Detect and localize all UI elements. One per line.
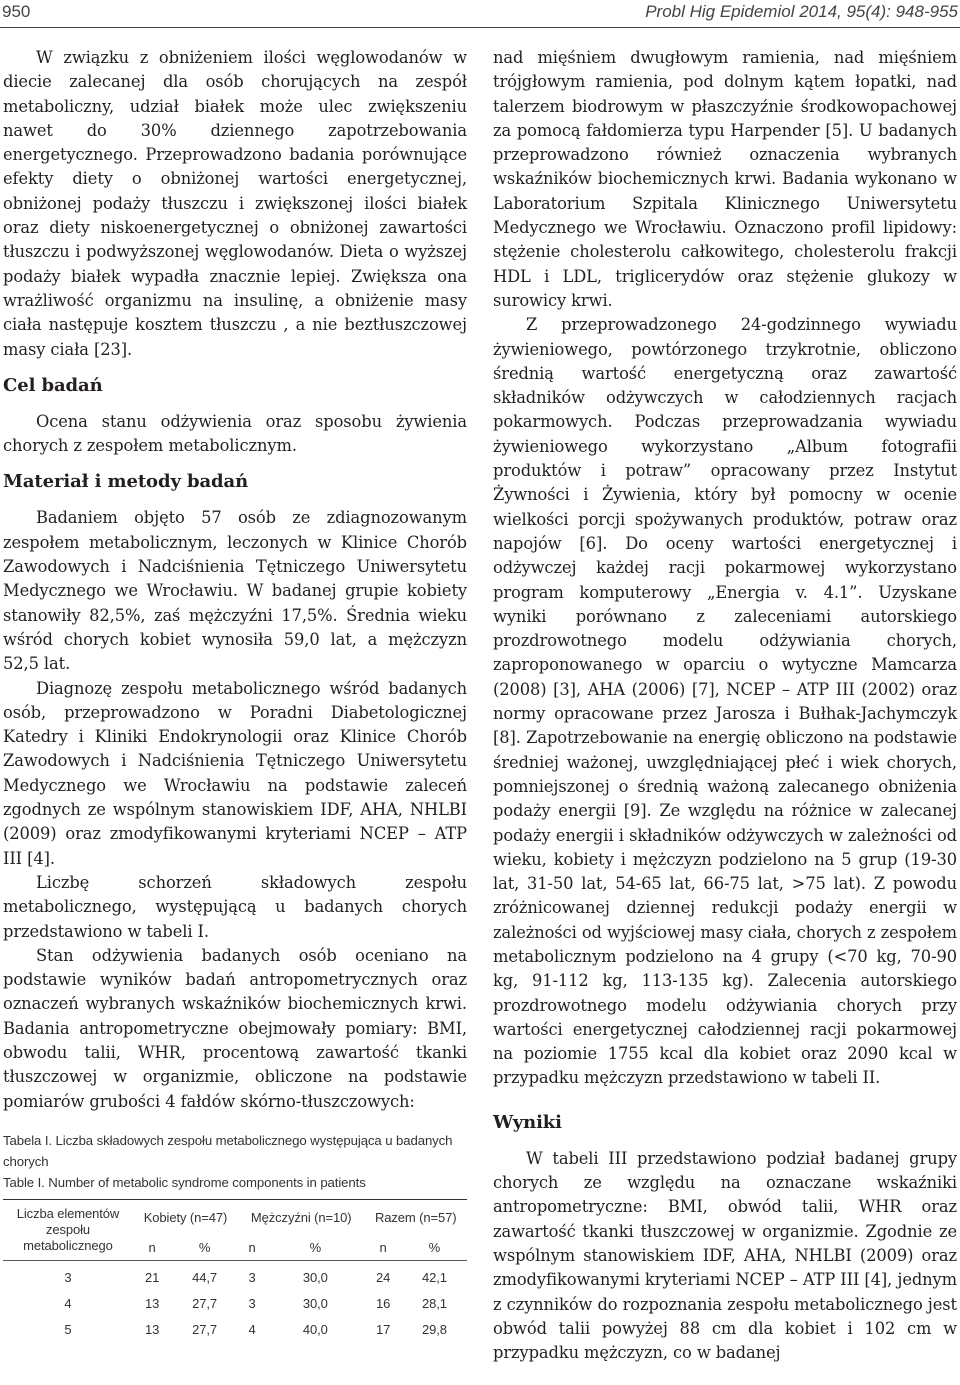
methods-paragraph-2: Diagnozę zespołu metabolicznego wśród badanych osób, przeprowadzono w Poradni Diabetologicznej Katedry i Kliniki Endokrynologii oraz Klinice Chorób Zawodowych i Nadciśnienia Tętniczego Uniwersytetu Medycznego we Wrocławiu na podstawie zaleceń zgodnych ze wspólnym stanowiskiem IDF, AHA, NHLBI (2009) oraz zmodyfikowanymi kryteriami NCEP – ATP III [4]. [3, 678, 467, 868]
table-cell: 3 [248, 1270, 256, 1286]
table-cell: 16 [375, 1296, 391, 1312]
table-subheader: % [171, 1236, 238, 1261]
table-cell: 4 [248, 1322, 256, 1338]
table-row [3, 1291, 467, 1317]
table-cell: 17 [375, 1322, 391, 1338]
table-cell: 27,7 [192, 1322, 218, 1338]
table-cell: 27,7 [192, 1296, 218, 1312]
table-header-total: Razem (n=57) [364, 1199, 467, 1236]
table-header-men: Mężczyźni (n=10) [238, 1199, 365, 1236]
methods-paragraph-3: Liczbę schorzeń składowych zespołu metabolicznego, występującą u badanych chorych przedstawiono w tabeli I. [3, 872, 467, 941]
table-cell: 42,1 [421, 1270, 447, 1286]
results-paragraph: W tabeli III przedstawiono podział badanej grupy chorych ze względu na oznaczane wskaźniki antropometryczne: BMI, obwód talii, WHR oraz zawartość tkanki tłuszczowej w organizmie. Zgodnie ze wspólnym stanowiskiem IDF, AHA, NHLBI (2009) oraz zmodyfikowanymi kryteriami NCEP – ATP III [4], jednym z czynników do rozpoznania zespołu metabolicznego jest obwód talii powyżej 88 cm dla kobiet i 102 cm w przypadku mężczyzn, co w badanej [493, 1148, 957, 1363]
header-rule [0, 27, 960, 28]
table-cell: 40,0 [302, 1322, 328, 1338]
table-subheader: % [266, 1236, 364, 1261]
table-row [3, 1317, 467, 1343]
table-cell: 3 [64, 1270, 72, 1286]
page-number: 950 [2, 2, 31, 21]
table-cell: 13 [144, 1296, 160, 1312]
section-heading-methods: Materiał i metody badań [3, 471, 249, 493]
running-header [0, 0, 960, 28]
table-subheader: n [133, 1236, 171, 1261]
intro-paragraph: W związku z obniżeniem ilości węglowodanów w diecie zalecanej dla osób chorujących na zespół metaboliczny, udział białek może ulec zwiększeniu nawet do 30% dziennego zapotrzebowania energetycznego. Przeprowadzono badania porównujące efekty diety o obniżonej wartości energetycznej, obniżonej podaży tłuszczu i zwiększonej ilości białek oraz diety niskoenergetycznej o obniżonej zawartości tłuszczu i podwyższonej węglowodanów. Dieta o wyższej podaży białek wypadła znacznie lepiej. Zwiększa ona wrażliwość organizmu na insulinę, a obniżenie masy ciała następuje kosztem tłuszczu , a nie beztłuszczowej masy ciała [23]. [3, 48, 467, 359]
table-cell: 24 [375, 1270, 391, 1286]
methods-paragraph-4: Stan odżywienia badanych osób oceniano na podstawie wyników badań antropometrycznych oraz oznaczeń wybranych wskaźników biochemicznych krwi. Badania antropometryczne obejmowały pomiary: BMI, obwodu talii, WHR, procentową zawartość tkanki tłuszczowej w organizmie, obliczone na podstawie pomiarów grubości 4 fałdów skórno-tłuszczowych: [3, 945, 467, 1111]
table-cell: 29,8 [421, 1322, 447, 1338]
table-subheader: n [238, 1236, 266, 1261]
table-cell: 21 [144, 1270, 160, 1286]
table-subheader: % [402, 1236, 467, 1261]
table-cell: 30,0 [302, 1270, 328, 1286]
section-heading-aim: Cel badań [3, 374, 103, 396]
table-header-components: Liczba elementów zespołu metabolicznego [3, 1199, 133, 1260]
table-caption-en: Table I. Number of metabolic syndrome components in patients [3, 1174, 366, 1190]
right-column [493, 46, 957, 1365]
aim-paragraph: Ocena stanu odżywienia oraz sposobu żywienia chorych z zespołem metabolicznym. [3, 411, 467, 456]
table-row [3, 1261, 467, 1292]
table-caption [3, 1130, 467, 1193]
left-column [3, 46, 467, 1343]
methods-continued-paragraph: nad mięśniem dwugłowym ramienia, nad mięśniem trójgłowym ramienia, pod dolnym kątem łopatki, nad talerzem biodrowym w płaszczyźnie środkowopachowej za pomocą fałdomierza typu Harpender [5]. U badanych przeprowadzono również oznaczenia wybranych wskaźników biochemicznych krwi. Badania wykonano w Laboratorium Szpitala Klinicznego Uniwersytetu Medycznego we Wrocławiu. Oznaczono profil lipidowy: stężenie cholesterolu całkowitego, cholesterolu frakcji HDL i LDL, triglicerydów oraz stężenie glukozy w surowicy krwi. [493, 48, 957, 310]
table-header-women: Kobiety (n=47) [133, 1199, 238, 1236]
table-cell: 13 [144, 1322, 160, 1338]
journal-citation: Probl Hig Epidemiol 2014, 95(4): 948-955 [645, 2, 958, 21]
table-caption-pl: Tabela I. Liczba składowych zespołu metabolicznego występująca u badanych chorych [3, 1132, 453, 1169]
components-table [3, 1199, 467, 1343]
table-cell: 5 [64, 1322, 72, 1338]
table-cell: 44,7 [192, 1270, 218, 1286]
section-heading-results: Wyniki [493, 1111, 562, 1133]
table-subheader: n [364, 1236, 401, 1261]
table-cell: 30,0 [302, 1296, 328, 1312]
table-cell: 4 [64, 1296, 72, 1312]
diet-interview-paragraph: Z przeprowadzonego 24-godzinnego wywiadu żywieniowego, powtórzonego trzykrotnie, obliczono średnią wartość energetyczną oraz zawartość składników odżywczych w całodziennych racjach pokarmowych. Podczas przeprowadzania wywiadu żywieniowego wykorzystano „Album fotografii produktów i potraw” opracowany przez Instytut Żywności i Żywienia, który był pomocny w ocenie wielkości porcji spożywanych produktów, potraw oraz napojów [6]. Do oceny wartości energetycznej i odżywczej każdej racji pokarmowej wykorzystano program komputerowy „Energia v. 4.1”. Uzyskane wyniki porównano z zaleceniami autorskiego prozdrowotnego modelu odżywiania chorych, zaproponowanego w oparciu o wytyczne Mamcarza (2008) [3], AHA (2006) [7], NCEP – ATP III (2002) oraz normy opracowane przez Jarosza i Bułhak-Jachymczyk [8]. Zapotrzebowanie na energię obliczono na podstawie średniej ważonej, uwzględniającej płeć i wiek chorych, pomniejszonej o średnią ważoną zalecanego obniżenia podaży energii [9]. Ze względu na różnice w zalecanej podaży energii i składników odżywczych w zależności od wieku, kobiety i mężczyzn podzielono na 5 grup (19-30 lat, 31-50 lat, 54-65 lat, 66-75 lat, >75 lat). Z powodu zróżnicowanej dziennej redukcji podaży energii w zależności od wyjściowej masy ciała, chorych z zespołem metabolicznym podzielono na 4 grupy (<70 kg, 70-90 kg, 91-112 kg, 113-135 kg). Zalecenia autorskiego prozdrowotnego modelu odżywiania chorych przy wartości energetycznej całodziennej racji pokarmowej na poziomie 1755 kcal dla kobiet oraz 2090 kcal w przypadku mężczyzn przedstawiono w tabeli II. [493, 315, 957, 1088]
table-cell: 3 [248, 1296, 256, 1312]
table-cell: 28,1 [421, 1296, 447, 1312]
methods-paragraph-1: Badaniem objęto 57 osób ze zdiagnozowanym zespołem metabolicznym, leczonych w Klinice Chorób Zawodowych i Nadciśnienia Tętniczego Uniwersytetu Medycznego we Wrocławiu. W badanej grupie kobiety stanowiły 82,5%, zaś mężczyźni 17,5%. Średnia wieku wśród chorych kobiet wynosiła 59,0 lat, a mężczyzn 52,5 lat. [3, 508, 467, 674]
